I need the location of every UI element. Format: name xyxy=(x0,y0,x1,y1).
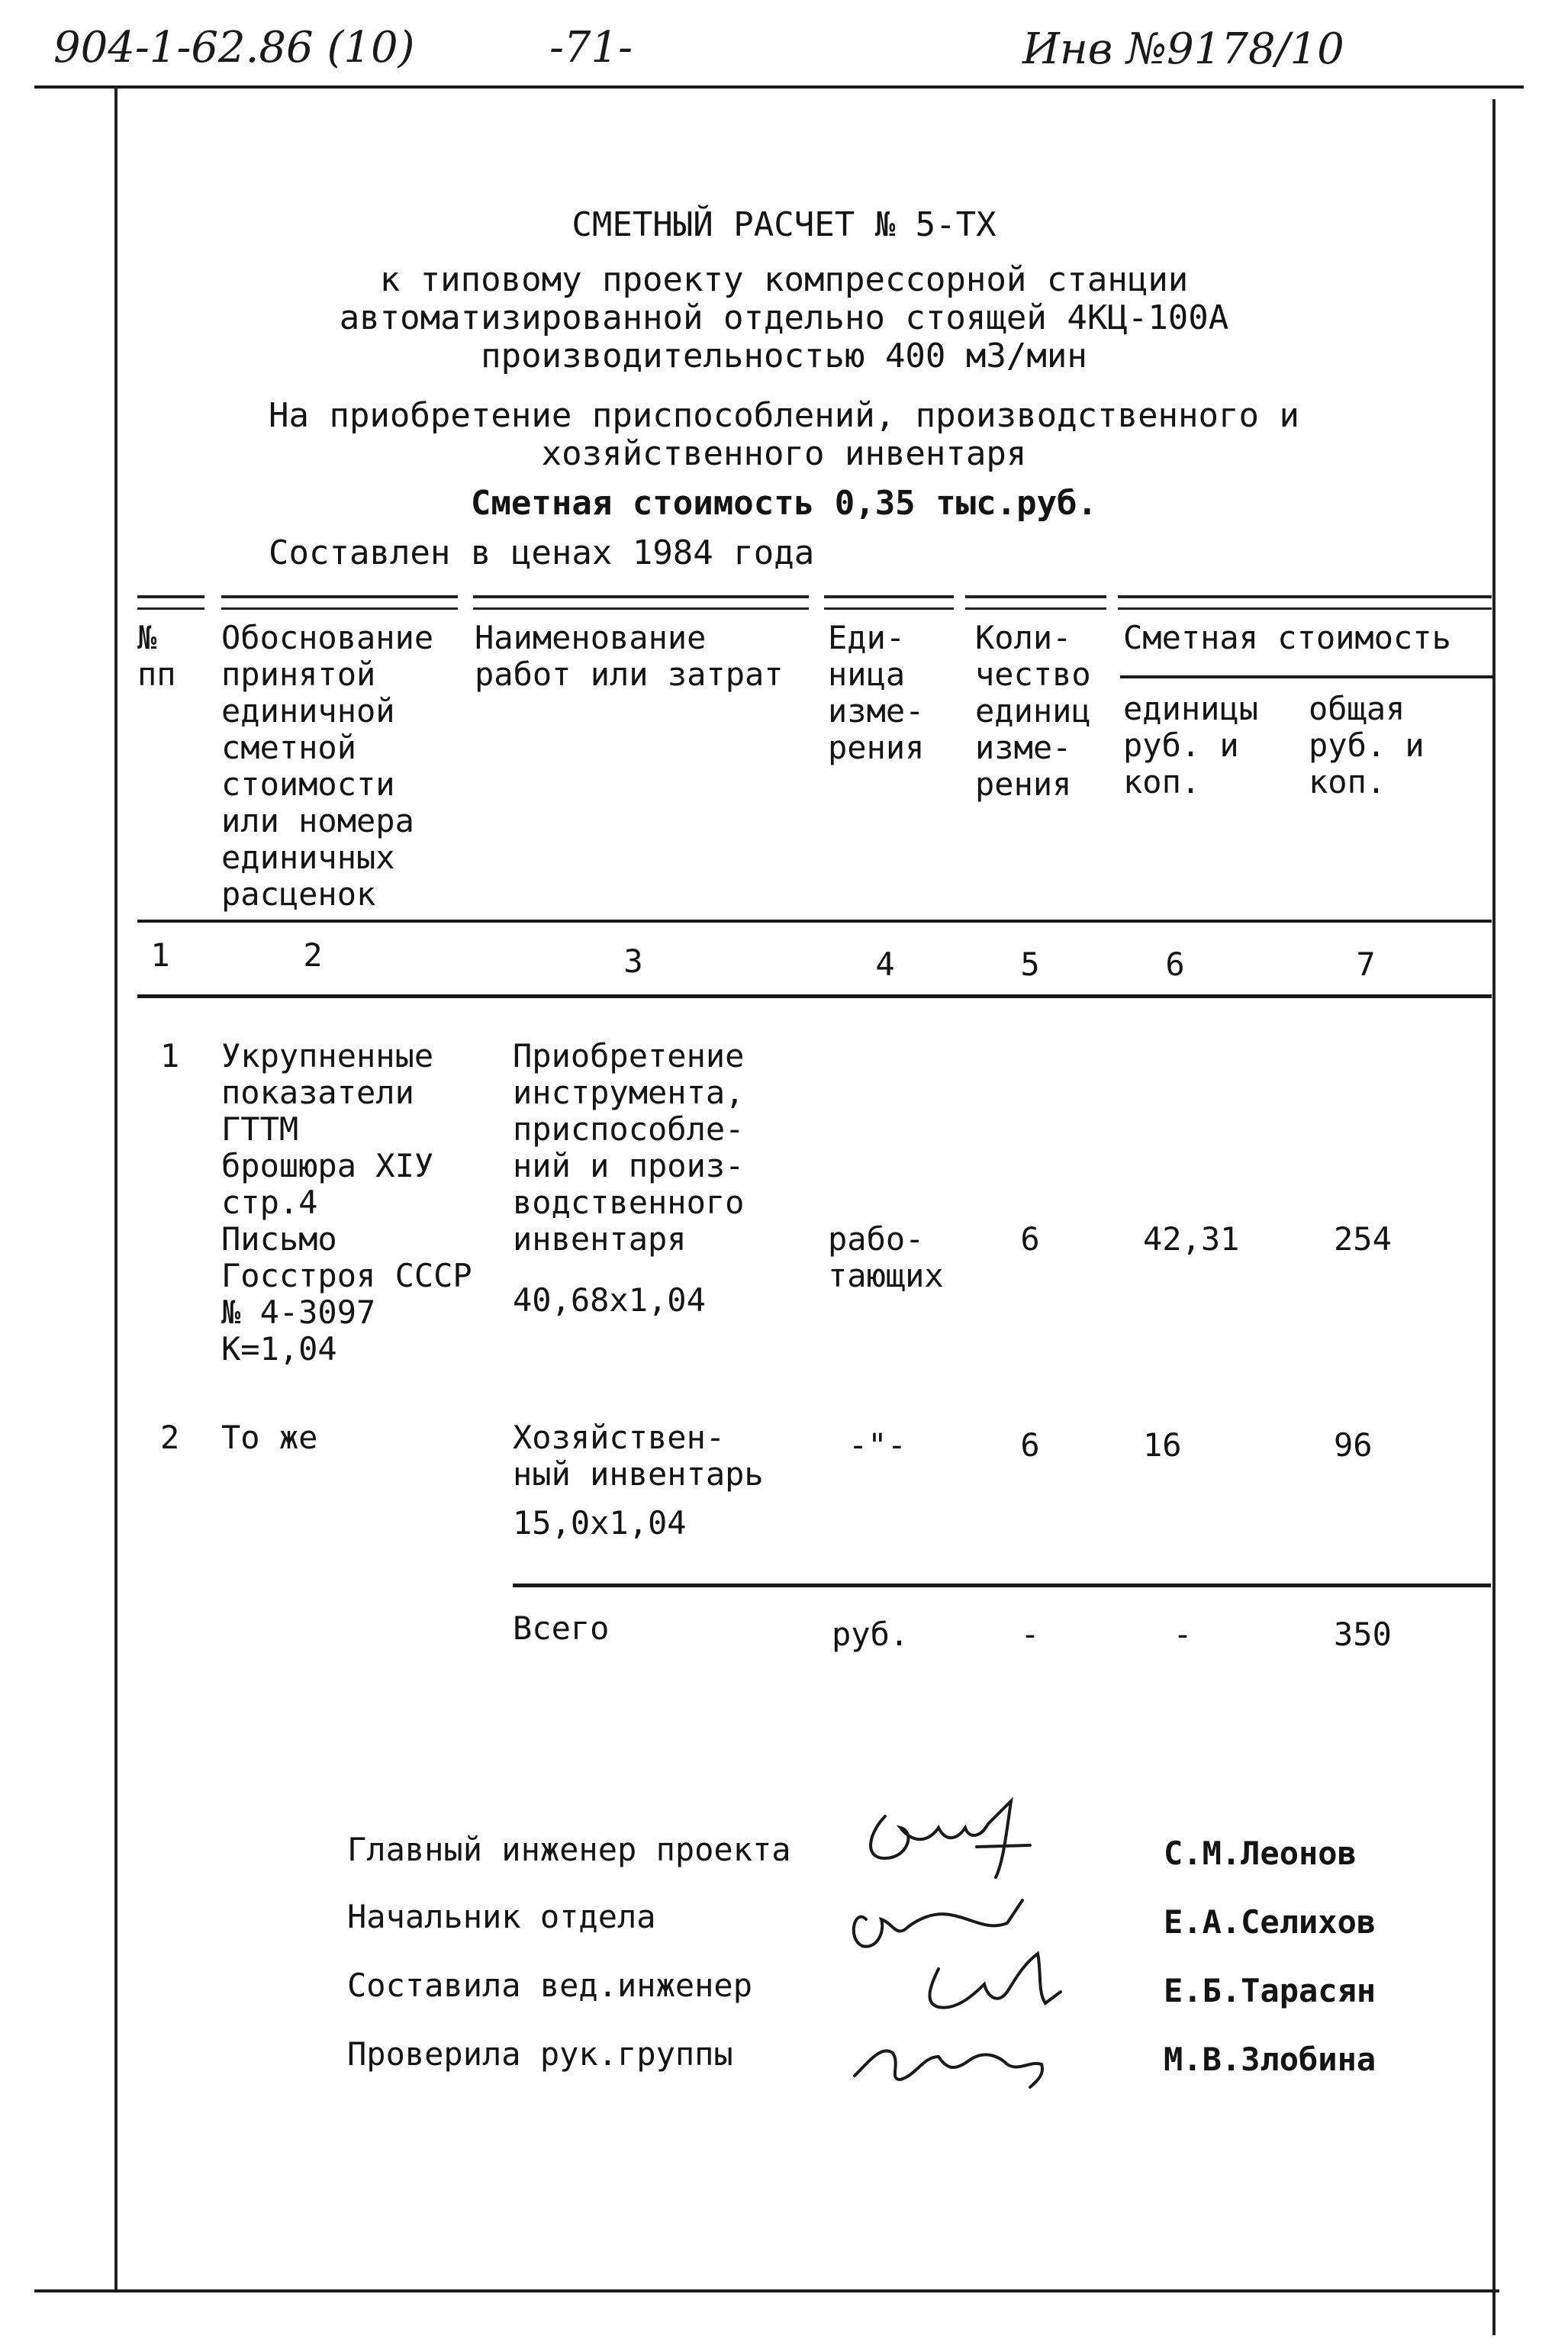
document-title: СМЕТНЫЙ РАСЧЕТ № 5-ТХ xyxy=(571,205,997,244)
signature-role-1: Главный инженер проекта xyxy=(347,1831,791,1868)
signature-role-4: Проверила рук.группы xyxy=(347,2035,733,2073)
row-2-name: Хозяйствен- ный инвентарь xyxy=(513,1419,764,1493)
total-rule xyxy=(513,1584,1491,1587)
row-1-basis: Укрупненные показатели ГТТМ брошюра XIУ стр.4 Письмо Госстроя СССР № 4-3097 К=1,04 xyxy=(221,1037,472,1368)
row-1-unit: рабо- тающих xyxy=(828,1220,944,1294)
cost-group-rule xyxy=(1120,675,1494,678)
title-line-3: автоматизированной отдельно стоящей 4КЦ-100А xyxy=(339,298,1229,337)
document-code: 904-1-62.86 (10) xyxy=(53,23,415,72)
total-cost: 350 xyxy=(1334,1616,1392,1653)
col-number-5: 5 xyxy=(1020,946,1040,983)
col-number-4: 4 xyxy=(875,946,895,983)
signature-tarasyan xyxy=(929,1954,1061,2008)
frame-bottom-line xyxy=(34,2289,1499,2292)
signature-leonov xyxy=(871,1801,1030,1877)
col-number-1: 1 xyxy=(150,936,170,974)
signature-role-2: Начальник отдела xyxy=(347,1898,656,1935)
row-2-total-cost: 96 xyxy=(1334,1426,1373,1464)
signature-name-3: Е.Б.Тарасян xyxy=(1164,1972,1376,2009)
col-header-cost-total: общая руб. и коп. xyxy=(1309,690,1425,801)
col-header-unit: Еди- ница изме- рения xyxy=(828,619,925,766)
header-rule xyxy=(1118,595,1492,610)
row-1-number: 1 xyxy=(160,1037,180,1075)
signature-selikhov xyxy=(854,1900,1022,1947)
signature-name-4: М.В.Злобина xyxy=(1164,2041,1376,2078)
signature-name-2: Е.А.Селихов xyxy=(1164,1903,1376,1941)
row-2-unit-cost: 16 xyxy=(1143,1426,1182,1464)
signature-role-3: Составила вед.инженер xyxy=(347,1967,753,2004)
row-1-total-cost: 254 xyxy=(1334,1220,1392,1258)
col-header-cost-group: Сметная стоимость xyxy=(1123,619,1451,656)
col-number-2: 2 xyxy=(303,936,323,974)
estimated-cost: Сметная стоимость 0,35 тыс.руб. xyxy=(470,484,1098,523)
column-numbers-top-rule xyxy=(137,920,1492,923)
col-header-basis: Обоснование принятой единичной сметной стоимости или номера единичных расценок xyxy=(221,619,434,913)
col-header-no: № пп xyxy=(137,619,176,693)
column-numbers-bottom-rule xyxy=(137,994,1492,998)
col-header-name: Наименование работ или затрат xyxy=(475,619,784,693)
header-rule xyxy=(824,595,954,610)
signature-name-1: С.М.Леонов xyxy=(1164,1835,1357,1872)
row-1-quantity: 6 xyxy=(1020,1220,1040,1258)
total-label: Всего xyxy=(513,1609,610,1647)
row-2-unit: -"- xyxy=(848,1426,906,1464)
total-unit-cost: - xyxy=(1173,1616,1193,1653)
row-1-unit-cost: 42,31 xyxy=(1143,1220,1240,1258)
header-rule xyxy=(137,595,204,610)
col-number-7: 7 xyxy=(1356,946,1376,983)
handwritten-signatures xyxy=(824,1786,1160,2106)
title-line-2: к типовому проекту компрессорной станции xyxy=(379,260,1189,299)
total-quantity: - xyxy=(1020,1616,1040,1653)
header-rule xyxy=(221,595,458,610)
col-number-6: 6 xyxy=(1165,946,1185,983)
row-1-formula: 40,68x1,04 xyxy=(513,1281,706,1319)
title-line-4: производительностью 400 м3/мин xyxy=(481,337,1087,375)
inventory-number: Инв №9178/10 xyxy=(1022,24,1344,74)
page-number: -71- xyxy=(549,23,633,72)
header-rule xyxy=(965,595,1106,610)
frame-top-line xyxy=(34,85,1524,89)
row-2-formula: 15,0x1,04 xyxy=(513,1504,687,1542)
total-unit: руб. xyxy=(832,1616,910,1653)
row-2-quantity: 6 xyxy=(1020,1426,1040,1464)
purpose-line-2: хозяйственного инвентаря xyxy=(541,434,1027,473)
col-header-qty: Коли- чество единиц изме- рения xyxy=(975,619,1091,803)
row-2-basis: То же xyxy=(221,1419,318,1456)
header-rule xyxy=(473,595,809,610)
signature-zlobina xyxy=(855,2051,1042,2087)
price-basis: Составлен в ценах 1984 года xyxy=(269,533,815,572)
row-1-name: Приобретение инструмента, приспособле- ний и произ- водственного инвентаря xyxy=(513,1037,745,1258)
col-number-3: 3 xyxy=(623,942,643,980)
purpose-line-1: На приобретение приспособлений, производственного и xyxy=(268,396,1299,435)
row-2-number: 2 xyxy=(160,1419,180,1456)
col-header-cost-unit: единицы руб. и коп. xyxy=(1123,690,1259,801)
